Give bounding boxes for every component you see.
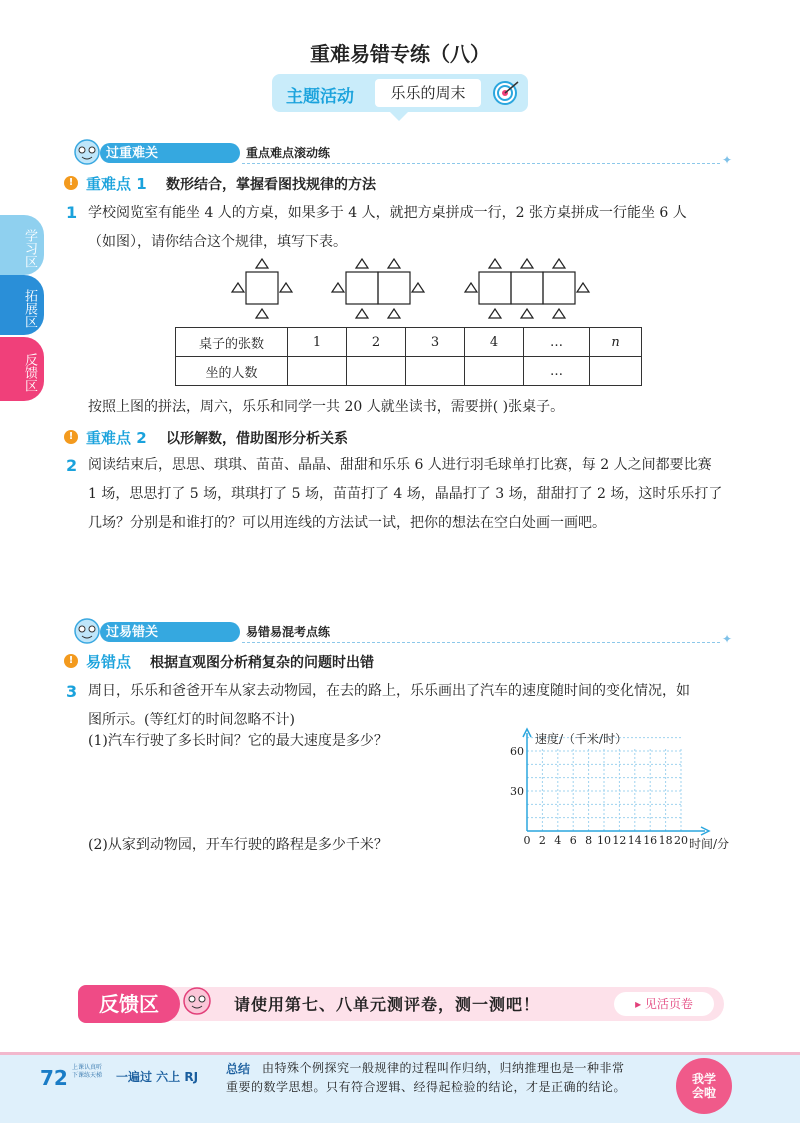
chart-grid: [527, 738, 681, 831]
learned-badge-line: 我学: [691, 1072, 716, 1086]
x-tick-label: 0: [523, 834, 531, 847]
section-header-difficult: [64, 141, 740, 165]
q3-sub-2: (2)从家到动物园，开车行驶的路程是多少千米？: [88, 837, 388, 853]
mascot-icon: [70, 616, 104, 646]
play-icon: ▸: [635, 997, 645, 1011]
section-divider: [242, 163, 720, 164]
q1-line-1: 学校阅览室有能坐 4 人的方桌，如果多于 4 人，就把方桌拼成一行，2 张方桌拼成一行能坐 6 人: [88, 205, 687, 221]
star-icon: ✦: [721, 153, 732, 167]
table-cell: …: [524, 328, 590, 357]
question-number: 3: [66, 682, 78, 701]
x-tick-label: 20: [674, 834, 688, 847]
table-cell: 桌子的张数: [176, 328, 288, 357]
error-point-label: 易错点: [86, 653, 132, 671]
section-badge-text: 过易错关: [106, 625, 159, 640]
learned-badge-line: 会啦: [691, 1086, 716, 1100]
q3-sub-1: (1)汽车行驶了多长时间？它的最大速度是多少？: [88, 733, 388, 749]
table-cell: n: [590, 328, 642, 357]
table-cell: …: [524, 357, 590, 386]
table-cell: 坐的人数: [176, 357, 288, 386]
table-cell: 3: [406, 328, 465, 357]
key-point-desc: 数形结合，掌握看图找规律的方法: [166, 177, 376, 193]
bulb-icon: !: [64, 430, 78, 444]
section-badge-text: 过重难关: [106, 146, 159, 161]
feedback-banner: [78, 985, 724, 1023]
x-tick-label: 2: [538, 834, 546, 847]
x-axis-label: 时间/分: [689, 837, 730, 851]
feedback-title: 反馈区: [78, 985, 180, 1023]
q3-line-1: 周日，乐乐和爸爸开车从家去动物园，在去的路上，乐乐画出了汽车的速度随时间的变化情况，如: [88, 683, 690, 699]
see-worksheet-button[interactable]: [614, 992, 714, 1016]
question-1-text: [88, 199, 740, 257]
theme-pointer: [390, 112, 408, 121]
y-tick-label: 30: [510, 785, 524, 798]
brand-slogan: [72, 1064, 102, 1080]
brand-name: 一遍过 六上 RJ: [116, 1070, 199, 1084]
answer-cell[interactable]: [465, 357, 524, 386]
answer-cell[interactable]: [406, 357, 465, 386]
question-2-text: [88, 451, 740, 538]
theme-activity-banner: [272, 74, 528, 112]
summary-line-1: 由特殊个例探究一般规律的过程叫作归纳，归纳推理也是一种非常: [262, 1061, 625, 1075]
q2-line-1: 阅读结束后，思思、琪琪、苗苗、晶晶、甜甜和乐乐 6 人进行羽毛球单打比赛，每 2 人之间都要比赛: [88, 457, 712, 473]
side-tab-feedback[interactable]: 反馈区: [0, 337, 44, 401]
brand-slogan-line: 上课认真听: [72, 1064, 103, 1071]
speed-time-chart: [505, 727, 735, 857]
section-subtitle: 易错易混考点练: [246, 625, 331, 639]
q1-followup: 按照上图的拼法，周六，乐乐和同学一共 20 人就坐读书，需要拼( )张桌子。: [88, 399, 565, 415]
x-tick-label: 16: [643, 834, 658, 847]
x-tick-label: 4: [554, 834, 562, 847]
answer-cell[interactable]: [288, 357, 347, 386]
error-point-desc: 根据直观图分析稍复杂的问题时出错: [150, 655, 374, 671]
table-row: [176, 357, 642, 386]
table-cell: 1: [288, 328, 347, 357]
page-footer: [0, 1052, 800, 1123]
key-point-desc: 以形解数，借助图形分析关系: [166, 431, 348, 447]
y-axis-label: 速度/（千米/时）: [535, 732, 628, 746]
warning-icon: !: [64, 654, 78, 668]
summary-line-2: 重要的数学思想。只有符合逻辑、经得起检验的结论，才是正确的结论。: [226, 1080, 627, 1094]
table-cell: 4: [465, 328, 524, 357]
table-row: [176, 328, 642, 357]
section-header-error-prone: [64, 620, 740, 644]
y-tick-label: 60: [510, 745, 524, 758]
q2-line-2: 1 场，思思打了 5 场，琪琪打了 5 场，苗苗打了 4 场，晶晶打了 3 场，甜甜打了 2 场，这时乐乐打了: [88, 486, 723, 502]
key-point-label: 重难点 1: [86, 175, 147, 193]
x-tick-label: 8: [585, 834, 593, 847]
see-worksheet-label: 见活页卷: [644, 997, 693, 1011]
x-tick-label: 14: [627, 834, 642, 847]
theme-label: 主题活动: [286, 87, 354, 107]
mascot-icon: [70, 137, 104, 167]
key-point-label: 重难点 2: [86, 429, 147, 447]
table-arrangement-figure: [228, 256, 628, 326]
q1-line-2: （如图），请你结合这个规律，填写下表。: [88, 234, 347, 250]
answer-cell[interactable]: [590, 357, 642, 386]
q3-line-2: 图所示。(等红灯的时间忽略不计): [88, 712, 295, 728]
x-tick-label: 18: [658, 834, 673, 847]
section-subtitle: 重点难点滚动练: [246, 146, 331, 160]
star-icon: ✦: [721, 632, 732, 646]
feedback-text: 请使用第七、八单元测评卷，测一测吧！: [234, 995, 541, 1014]
page-number: 72: [40, 1066, 68, 1090]
mascot-icon: [178, 979, 216, 1017]
q2-line-3: 几场？分别是和谁打的？可以用连线的方法试一试，把你的想法在空白处画一画吧。: [88, 515, 606, 531]
brand-slogan-line: 下课练天梯: [72, 1072, 103, 1079]
target-icon: [492, 80, 520, 106]
summary-label: 总结: [226, 1062, 251, 1076]
question-number: 1: [66, 203, 78, 222]
theme-value: 乐乐的周末: [375, 79, 481, 107]
question-number: 2: [66, 456, 78, 475]
x-tick-label: 10: [597, 834, 611, 847]
section-divider: [242, 642, 720, 643]
learned-badge[interactable]: [676, 1058, 732, 1114]
answer-cell[interactable]: [347, 357, 406, 386]
footer-band: [0, 1052, 800, 1055]
bulb-icon: !: [64, 176, 78, 190]
x-tick-label: 12: [612, 834, 627, 847]
page-title: 重难易错专练（八）: [310, 42, 490, 66]
x-tick-label: 6: [569, 834, 577, 847]
answer-table: [175, 327, 642, 386]
side-tab-extend[interactable]: 拓展区: [0, 275, 44, 335]
table-cell: 2: [347, 328, 406, 357]
side-tab-study[interactable]: 学习区: [0, 215, 44, 275]
